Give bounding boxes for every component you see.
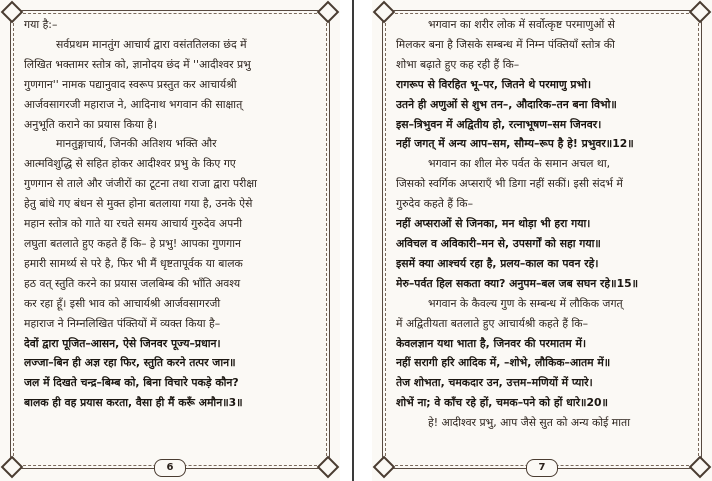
book-spine-divider: [352, 0, 354, 481]
text-line: हेतु बांधे गए बंधन से मुक्त होना बतलाया गया है, उनके ऐसे: [24, 197, 253, 211]
text-line: भगवान के कैवल्य गुण के सम्बन्ध में लौकिक जगत्: [428, 296, 623, 310]
text-line: आर्जवसागरजी महाराज ने, आदिनाथ भगवान की साक्षात्: [24, 97, 243, 111]
verse-line: देवों द्वारा पूजित–आसन, ऐसे जिनवर पूज्य–प्रधान।: [24, 336, 221, 350]
page-number: 6: [154, 459, 186, 477]
right-book-page: [372, 0, 712, 481]
verse-line: शोभें ना; वे काँच रहे हों, चमक–पने को हों धारे॥20॥: [396, 396, 608, 410]
text-line: गया है:–: [24, 18, 58, 31]
verse-line: उतने ही अणुओं से शुभ तन–, औदारिक–तन बना विभो॥: [396, 97, 617, 111]
verse-line: अविचल व अविकारी–मन से, उपसर्गों को सहा गया॥: [396, 236, 601, 250]
text-line: लघुता बतलाते हुए कहते हैं कि– हे प्रभु! आपका गुणगान: [24, 236, 242, 250]
left-book-page: [0, 0, 340, 481]
text-line: भगवान का शरीर लोक में सर्वोत्कृष्ट परमाणुओं से: [428, 18, 615, 31]
page-body-text: [396, 15, 690, 433]
verse-line: जल में दिखते चन्द्र–बिम्ब को, बिना विचारे पकड़े कौन?: [24, 376, 239, 390]
text-line: हमारी सामर्थ्य से परे है, फिर भी मैं धृष्टतापूर्वक या बालक: [24, 256, 243, 270]
text-line: अनुभूति कराने का प्रयास किया है।: [24, 117, 157, 131]
text-line: में अद्वितीयता बतलाते हुए आचार्यश्री कहते हैं कि–: [396, 316, 588, 330]
text-line: कर रहा हूँ। इसी भाव को आचार्यश्री आर्जवसागरजी: [24, 296, 221, 310]
text-line: सर्वप्रथम मानतुंग आचार्य द्वारा वसंततिलका छंद में: [56, 37, 247, 51]
text-line: महाराज ने निम्नलिखित पंक्तियों में व्यक्त किया है–: [24, 316, 221, 330]
verse-line: इस–त्रिभुवन में अद्वितीय हो, रत्नाभूषण–सम जिनवर।: [396, 117, 602, 131]
text-line: गुरुदेव कहते हैं कि–: [396, 197, 473, 211]
verse-line: नहीं जगत् में अन्य आप–सम, सौम्य–रूप है हे! प्रभुवर॥12॥: [396, 137, 634, 151]
text-line: मानतुङ्गाचार्य, जिनकी अतिशय भक्ति और: [56, 137, 217, 151]
text-line: गुणगान से ताले और जंजीरों का टूटना तथा राजा द्वारा परीक्षा: [24, 177, 257, 191]
text-line: आत्मविशुद्धि से सहित होकर आदीश्वर प्रभु के किए गए: [24, 157, 236, 171]
text-line: हठ वत् स्तुति करने का प्रयास जलबिम्ब की भाँति अवश्य: [24, 276, 241, 290]
text-line: शोभा बढ़ाते हुए कह रही हैं कि–: [396, 57, 520, 71]
text-line: जिसको स्वर्गिक अप्सराएँ भी डिगा नहीं सकीं। इसी संदर्भ में: [396, 177, 623, 191]
text-line: हे! आदीश्वर प्रभु, आप जैसे सुत को अन्य कोई माता: [428, 416, 630, 430]
text-line: लिखित भक्तामर स्तोत्र को, ज्ञानोदय छंद में ''आदीश्वर प्रभु: [24, 57, 251, 71]
page-number: 7: [526, 459, 558, 477]
verse-line: बालक ही वह प्रयास करता, वैसा ही मैं करूँ अमौन॥3॥: [24, 396, 243, 410]
verse-line: रागरूप से विरहित भू–पर, जितने थे परमाणु प्रभो।: [396, 77, 592, 91]
text-line: गुणगान'' नामक पद्यानुवाद स्वरूप प्रस्तुत कर आचार्यश्री: [24, 77, 237, 91]
verse-line: तेज शोभता, चमकदार उन, उत्तम–मणियों में प्यारे।: [396, 376, 593, 390]
text-line: भगवान का शील मेरु पर्वत के समान अचल था,: [428, 157, 611, 171]
page-body-text: [24, 15, 318, 413]
verse-line: नहीं सरागी हरि आदिक में, –शोभे, लौकिक–आतम में॥: [396, 356, 611, 370]
text-line: महान स्तोत्र को गाते या रचते समय आचार्य गुरुदेव अपनी: [24, 217, 242, 231]
text-line: मिलकर बना है जिसके सम्बन्ध में निम्न पंक्तियाँ स्तोत्र की: [396, 37, 615, 51]
verse-line: नहीं अप्सराओं से जिनका, मन थोड़ा भी हरा गया।: [396, 217, 591, 231]
verse-line: मेरु–पर्वत हिल सकता क्या? अनुपम–बल जब सघन रहे॥15॥: [396, 276, 639, 290]
verse-line: लज्जा–बिन ही अज्ञ रहा फिर, स्तुति करने तत्पर जान॥: [24, 356, 236, 370]
verse-line: इसमें क्या आश्चर्य रहा है, प्रलय–काल का पवन रहे।: [396, 256, 599, 270]
verse-line: केवलज्ञान यथा भाता है, जिनवर की परमातम में।: [396, 336, 587, 350]
